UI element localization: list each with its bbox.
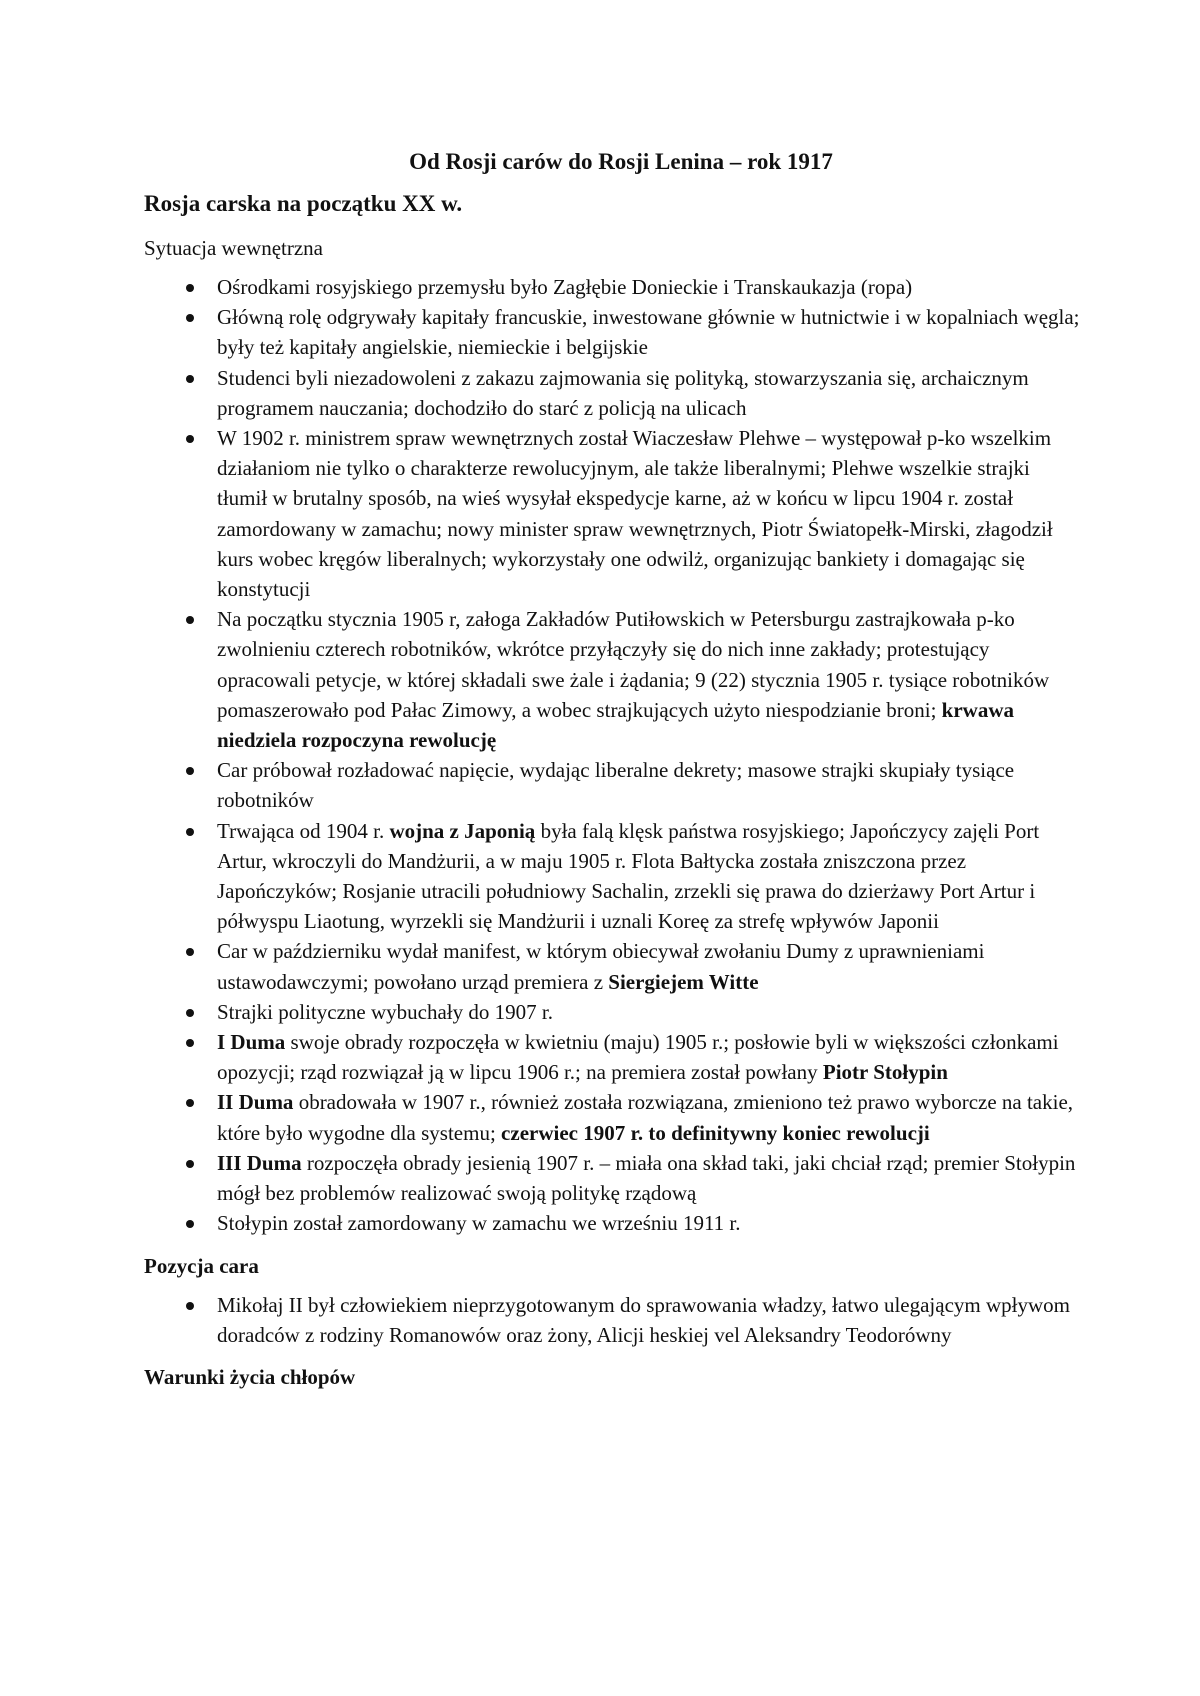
text-run: Car w październiku wydał manifest, w którym obiecywał zwołaniu Dumy z uprawnieniami ustawodawczymi; powołano urząd premiera z: [217, 939, 985, 994]
bullet-icon: [186, 435, 194, 443]
text-run: Na początku stycznia 1905 r, załoga Zakładów Putiłowskich w Petersburgu zastrajkowała p-ko zwolnieniu czterech robotników, wkrótce przyłączyły się do nich inne zakłady; protestujący opracowali petycje, w której składali swe żale i żądania; 9 (22) stycznia 1905 r. tysiące robotników pomaszerowało pod Pałac Zimowy, a wobec strajkujących użyto niespodzianie broni;: [217, 607, 1050, 722]
list-item: [144, 363, 1080, 423]
list-item: [144, 604, 1080, 755]
bullet-icon: [186, 1220, 194, 1228]
bold-text: Piotr Stołypin: [822, 1060, 948, 1085]
text-run: Car próbował rozładować napięcie, wydając liberalne dekrety; masowe strajki skupiały tysiące robotników: [217, 758, 1015, 813]
document-title: Od Rosji carów do Rosji Lenina – rok 1917: [409, 149, 833, 174]
list-item: [144, 302, 1080, 362]
list-item: [144, 1087, 1080, 1147]
bullet-icon: [186, 616, 194, 624]
bullet-icon: [186, 948, 194, 956]
text-run: swoje obrady rozpoczęła w kwietniu (maju) 1905 r.; posłowie byli w większości członkami opozycji; rząd rozwiązał ją w lipcu 1906 r.; na premiera został powłany: [217, 1030, 1059, 1085]
subsections-container: [144, 233, 1080, 1392]
subsection-heading: Warunki życia chłopów: [144, 1364, 356, 1389]
text-run: Główną rolę odgrywały kapitały francuskie, inwestowane głównie w hutnictwie i w kopalniach węgla; były też kapitały angielskie, niemieckie i belgijskie: [217, 305, 1080, 360]
list-item: [144, 936, 1080, 996]
subsection-heading: Pozycja cara: [144, 1253, 259, 1278]
list-item: [144, 1290, 1080, 1350]
bullet-icon: [186, 1099, 194, 1107]
section-heading: Rosja carska na początku XX w.: [144, 191, 463, 216]
list-item: [144, 423, 1080, 604]
bullet-icon: [186, 1009, 194, 1017]
bullet-icon: [186, 1160, 194, 1168]
list-item: [144, 1208, 1080, 1238]
text-run: Stołypin został zamordowany w zamachu we wrześniu 1911 r.: [217, 1211, 741, 1236]
bold-text: II Duma: [217, 1090, 294, 1115]
bullet-icon: [186, 1302, 194, 1310]
bold-text: Siergiejem Witte: [608, 969, 759, 994]
bold-text: wojna z Japonią: [389, 818, 536, 843]
list-item: [144, 1027, 1080, 1087]
list-item: [144, 755, 1080, 815]
text-run: Trwająca od 1904 r.: [217, 818, 390, 843]
list-item: [144, 816, 1080, 937]
text-run: Ośrodkami rosyjskiego przemysłu było Zagłębie Donieckie i Transkaukazja (ropa): [217, 275, 913, 299]
text-run: Mikołaj II był człowiekiem nieprzygotowanym do sprawowania władzy, łatwo ulegającym wpływom doradców z rodziny Romanowów oraz żony, Alicji heskiej vel Aleksandry Teodorówny: [217, 1292, 1070, 1347]
list-item: [144, 1148, 1080, 1208]
bullet-icon: [186, 314, 194, 322]
bold-text: I Duma: [217, 1030, 286, 1055]
bold-text: czerwiec 1907 r. to definitywny koniec rewolucji: [501, 1120, 930, 1145]
bullet-icon: [186, 375, 194, 383]
text-run: rozpoczęła obrady jesienią 1907 r. – miała ona skład taki, jaki chciał rząd; premier Stołypin mógł bez problemów realizować swoją politykę rządową: [217, 1150, 1076, 1206]
bullet-list: [144, 272, 1080, 1239]
bullet-icon: [186, 767, 194, 775]
bold-text: III Duma: [217, 1150, 302, 1175]
bullet-list: [144, 1290, 1080, 1350]
list-item: [144, 997, 1080, 1027]
bullet-icon: [186, 828, 194, 836]
text-run: W 1902 r. ministrem spraw wewnętrznych został Wiaczesław Plehwe – występował p-ko wszelkim działaniom nie tylko o charakterze rewolucyjnym, ale także liberalnymi; Plehwe wszelkie strajki tłumił w brutalny sposób, na wieś wysyłał ekspedycje karne, aż w końcu w lipcu 1904 r. został zamordowany w zamachu; nowy minister spraw wewnętrznych, Piotr Światopełk-Mirski, złagodził kurs wobec kręgów liberalnych; wykorzystały one odwilż, organizując bankiety i domagając się konstytucji: [217, 426, 1053, 602]
text-run: obradowała w 1907 r., również została rozwiązana, zmieniono też prawo wyborcze na takie, które było wygodne dla systemu;: [217, 1090, 1074, 1145]
bullet-icon: [186, 1039, 194, 1047]
bold-text: krwawa niedziela rozpoczyna rewolucję: [217, 697, 1015, 753]
text-run: była falą klęsk państwa rosyjskiego; Japończycy zajęli Port Artur, wkroczyli do Mandżurii, a w maju 1905 r. Flota Bałtycka została zniszczona przez Japończyków; Rosjanie utracili południowy Sachalin, zrzekli się prawa do dzierżawy Port Artur i półwyspu Liaotung, wyrzekli się Mandżurii i uznali Koreę za strefę wpływów Japonii: [217, 818, 1040, 934]
text-run: Strajki polityczne wybuchały do 1907 r.: [217, 999, 553, 1024]
list-item: [144, 272, 1080, 302]
bullet-icon: [186, 284, 194, 292]
text-run: Studenci byli niezadowoleni z zakazu zajmowania się polityką, stowarzyszania się, archaicznym programem nauczania; dochodziło do starć z policją na ulicach: [217, 365, 1029, 420]
subsection-heading: Sytuacja wewnętrzna: [144, 236, 324, 260]
